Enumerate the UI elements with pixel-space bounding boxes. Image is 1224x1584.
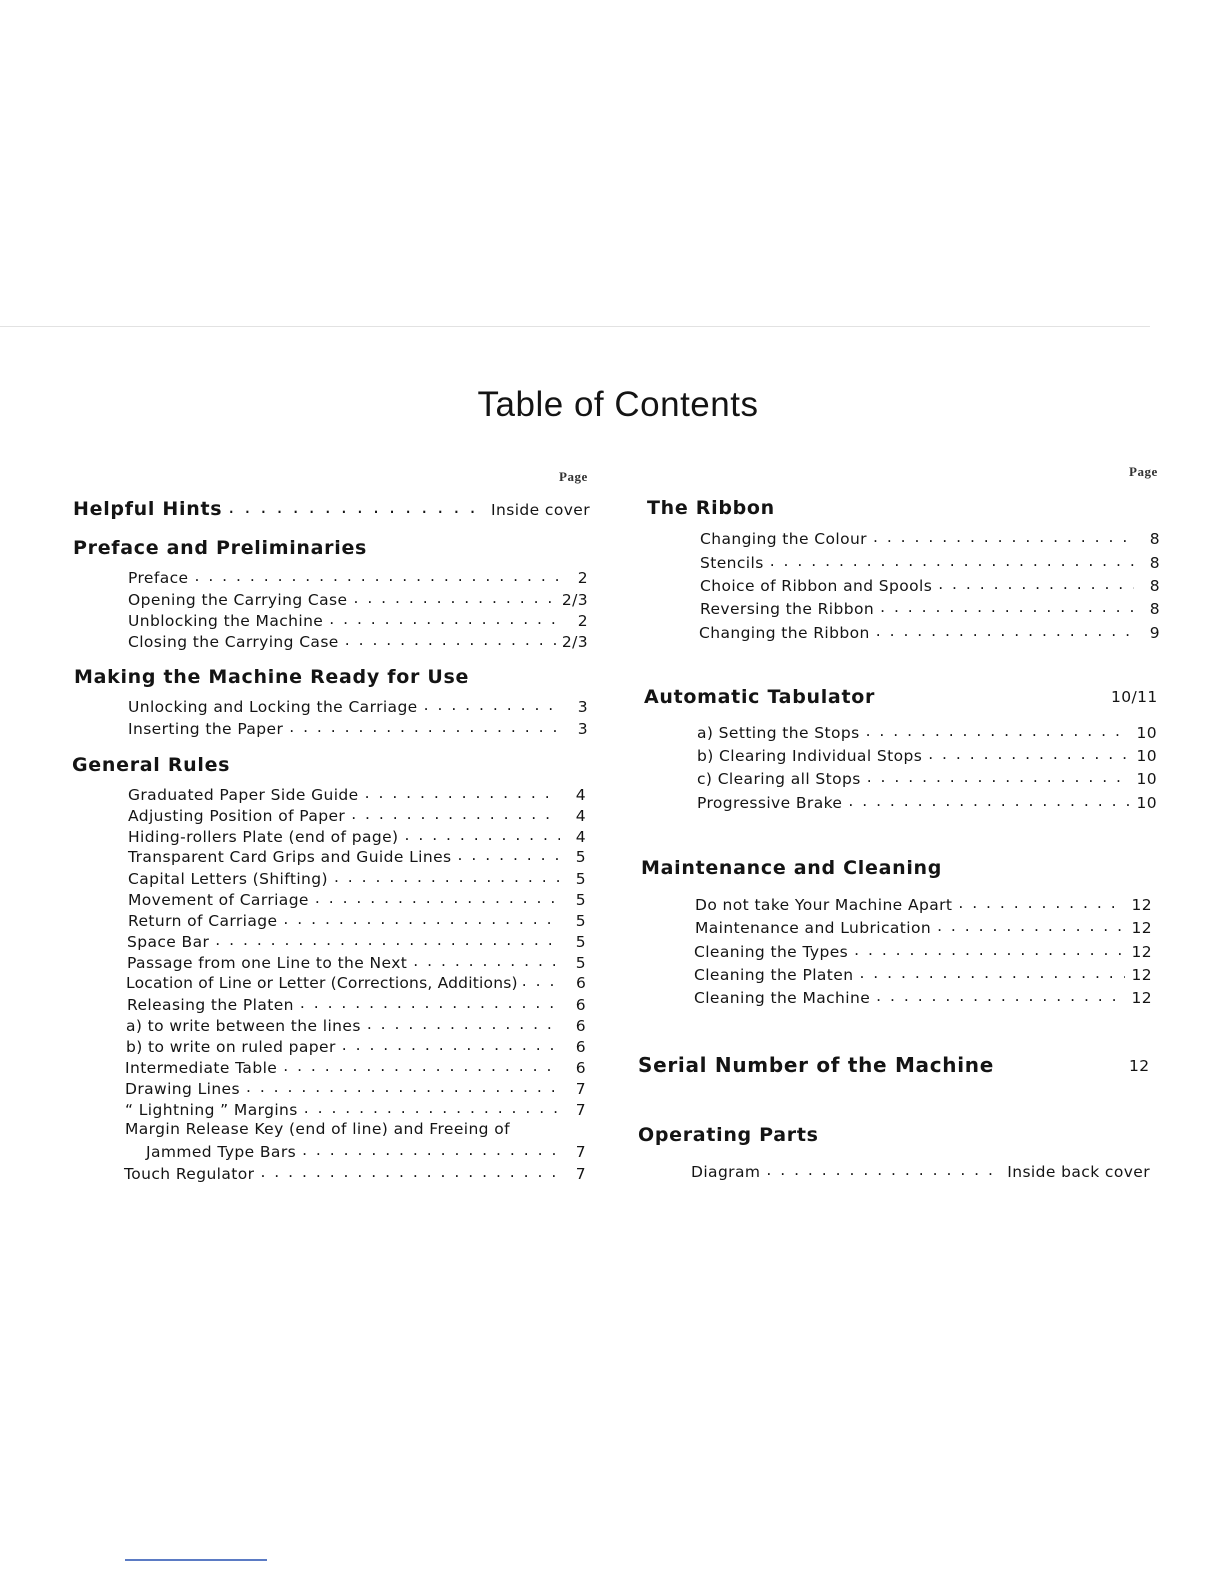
- toc-entry[interactable]: [697, 745, 1157, 765]
- toc-entry-page: Inside back cover: [1007, 1162, 1150, 1181]
- dot-leader: [260, 1163, 560, 1179]
- toc-entry-page: 3: [577, 697, 588, 716]
- dot-leader: [876, 987, 1125, 1003]
- dot-leader: [283, 910, 560, 926]
- toc-entry-label: Reversing the Ribbon: [700, 599, 875, 618]
- dot-leader: [413, 952, 560, 968]
- toc-entry[interactable]: [700, 598, 1160, 618]
- toc-entry-label: Cleaning the Machine: [694, 988, 871, 1007]
- toc-entry-page: 7: [575, 1142, 586, 1161]
- toc-entry-label: Inserting the Paper: [128, 719, 284, 738]
- toc-entry-label: Preface: [128, 568, 189, 587]
- dot-leader: [215, 931, 560, 947]
- toc-entry-label: b) Clearing Individual Stops: [697, 746, 923, 765]
- toc-entry-label: b) to write on ruled paper: [126, 1037, 336, 1056]
- toc-entry[interactable]: [694, 941, 1152, 961]
- toc-entry-label: Helpful Hints: [73, 498, 223, 520]
- toc-entry-page: 6: [575, 973, 586, 992]
- toc-entry-label: Diagram: [691, 1162, 761, 1181]
- dot-leader: [522, 972, 562, 988]
- toc-entry[interactable]: [146, 1141, 586, 1161]
- dot-leader: [873, 528, 1134, 544]
- toc-entry[interactable]: [125, 1057, 586, 1077]
- toc-entry-page: 4: [575, 785, 586, 804]
- toc-entry-page: 7: [575, 1100, 586, 1119]
- dot-leader: [246, 1078, 560, 1094]
- section-heading-maintenance: Maintenance and Cleaning: [641, 857, 943, 879]
- dot-leader: [958, 894, 1125, 910]
- dot-leader: [424, 696, 562, 712]
- toc-entry[interactable]: [127, 931, 586, 951]
- dot-leader: [315, 889, 560, 905]
- toc-entry-label: “ Lightning ” Margins: [125, 1100, 298, 1119]
- toc-entry-page: 8: [1149, 529, 1160, 548]
- toc-entry[interactable]: [128, 696, 588, 716]
- toc-entry-page: 10: [1136, 769, 1157, 788]
- toc-entry[interactable]: [128, 784, 586, 804]
- toc-entry-page: 6: [575, 1037, 586, 1056]
- toc-entry-page: 8: [1149, 599, 1160, 618]
- toc-entry[interactable]: [694, 987, 1152, 1007]
- dot-leader: [304, 1099, 560, 1115]
- toc-entry-page: 12: [1131, 942, 1152, 961]
- dot-leader: [367, 1015, 560, 1031]
- toc-entry-page: 2/3: [561, 632, 588, 651]
- toc-entry-page: 2: [577, 611, 588, 630]
- toc-entry-label: Jammed Type Bars: [146, 1142, 297, 1161]
- dot-leader: [342, 1036, 560, 1052]
- toc-entry[interactable]: [697, 792, 1157, 812]
- section-heading-serial: Serial Number of the Machine: [638, 1053, 995, 1077]
- section-heading-tabulator: Automatic Tabulator: [644, 686, 876, 708]
- page-title: Table of Contents: [477, 385, 759, 425]
- bottom-rule: [125, 1559, 267, 1561]
- toc-entry-label: Touch Regulator: [124, 1164, 255, 1183]
- toc-entry-label: Capital Letters (Shifting): [128, 869, 328, 888]
- toc-entry-page: 6: [575, 1016, 586, 1035]
- toc-entry-label: Cleaning the Platen: [694, 965, 854, 984]
- dot-leader: [302, 1141, 560, 1157]
- toc-entry-label: Closing the Carrying Case: [128, 632, 339, 651]
- toc-entry-page: 5: [575, 911, 586, 930]
- dot-leader: [334, 868, 560, 884]
- toc-entry-label: Unlocking and Locking the Carriage: [128, 697, 418, 716]
- dot-leader: [867, 768, 1131, 784]
- page-column-header-right: Page: [1129, 464, 1158, 479]
- toc-entry[interactable]: [127, 994, 586, 1014]
- toc-entry[interactable]: [697, 768, 1157, 788]
- toc-entry-page: 10: [1136, 723, 1157, 742]
- toc-entry[interactable]: [127, 952, 586, 972]
- section-page-serial: 12: [1129, 1057, 1150, 1075]
- toc-entry[interactable]: [126, 1015, 586, 1035]
- dot-leader: [848, 792, 1130, 808]
- toc-entry-page: 5: [575, 847, 586, 866]
- toc-entry[interactable]: [700, 528, 1160, 548]
- dot-leader: [345, 631, 556, 647]
- toc-entry[interactable]: [128, 631, 588, 651]
- toc-entry[interactable]: [125, 1078, 586, 1098]
- dot-leader: [228, 496, 485, 515]
- toc-entry-page: 8: [1149, 553, 1160, 572]
- toc-entry-page: 5: [575, 890, 586, 909]
- toc-entry-page: 10: [1136, 793, 1157, 812]
- toc-entry[interactable]: [695, 917, 1152, 937]
- toc-entry-label: Drawing Lines: [125, 1079, 240, 1098]
- toc-entry[interactable]: [128, 567, 588, 587]
- toc-entry[interactable]: [128, 910, 586, 930]
- toc-entry-page: 2: [577, 568, 588, 587]
- section-heading-general-rules: General Rules: [72, 754, 231, 776]
- section-page-tabulator: 10/11: [1111, 688, 1158, 706]
- toc-entry-label: Progressive Brake: [697, 793, 843, 812]
- dot-leader: [937, 917, 1125, 933]
- toc-entry[interactable]: [695, 894, 1152, 914]
- dot-leader: [866, 722, 1131, 738]
- toc-entry-page: 6: [575, 995, 586, 1014]
- toc-entry-page: 6: [575, 1058, 586, 1077]
- toc-entry-label: Cleaning the Types: [694, 942, 849, 961]
- dot-leader: [329, 610, 562, 626]
- toc-entry-page: Inside cover: [491, 501, 590, 519]
- toc-entry-label[interactable]: Margin Release Key (end of line) and Freeing of: [125, 1120, 510, 1138]
- dot-leader: [938, 575, 1134, 591]
- toc-entry-label: Changing the Colour: [700, 529, 867, 548]
- toc-entry-label: Passage from one Line to the Next: [127, 953, 408, 972]
- toc-entry[interactable]: [128, 826, 586, 846]
- toc-entry-page: 7: [575, 1164, 586, 1183]
- dot-leader: [766, 1161, 1001, 1177]
- toc-entry[interactable]: [128, 718, 588, 738]
- dot-leader: [859, 964, 1125, 980]
- dot-leader: [854, 941, 1125, 957]
- toc-entry[interactable]: [128, 889, 586, 909]
- toc-entry-label: Adjusting Position of Paper: [128, 806, 346, 825]
- toc-entry-label: Stencils: [700, 553, 764, 572]
- dot-leader: [365, 784, 560, 800]
- section-heading-preface: Preface and Preliminaries: [73, 537, 368, 559]
- dot-leader: [880, 598, 1134, 614]
- toc-entry-label: a) Setting the Stops: [697, 723, 860, 742]
- page-column-header-left: Page: [559, 469, 588, 484]
- toc-entry-label: a) to write between the lines: [126, 1016, 361, 1035]
- toc-entry-label: Space Bar: [127, 932, 210, 951]
- toc-entry-page: 4: [575, 827, 586, 846]
- toc-entry-label: Choice of Ribbon and Spools: [700, 576, 933, 595]
- toc-entry-label: Hiding-rollers Plate (end of page): [128, 827, 399, 846]
- toc-entry-helpful-hints[interactable]: [73, 496, 590, 520]
- toc-entry-label: Transparent Card Grips and Guide Lines: [128, 847, 452, 866]
- toc-entry-label: Changing the Ribbon: [699, 623, 870, 642]
- dot-leader: [876, 622, 1134, 638]
- toc-entry-page: 12: [1131, 895, 1152, 914]
- toc-entry[interactable]: [124, 1163, 586, 1183]
- toc-entry-page: 3: [577, 719, 588, 738]
- toc-entry-page: 12: [1131, 988, 1152, 1007]
- toc-entry-label: Opening the Carrying Case: [128, 590, 348, 609]
- dot-leader: [770, 552, 1134, 568]
- section-heading-ribbon: The Ribbon: [647, 497, 775, 519]
- dot-leader: [351, 805, 560, 821]
- toc-entry-page: 12: [1131, 965, 1152, 984]
- toc-entry[interactable]: [126, 1036, 586, 1056]
- toc-entry-page: 10: [1136, 746, 1157, 765]
- toc-entry-label: Releasing the Platen: [127, 995, 294, 1014]
- toc-entry-label: Location of Line or Letter (Corrections, Additions): [126, 973, 518, 992]
- toc-entry[interactable]: [697, 722, 1157, 742]
- toc-entry-page: 9: [1149, 623, 1160, 642]
- toc-entry-label: Unblocking the Machine: [128, 611, 324, 630]
- toc-entry[interactable]: [699, 622, 1160, 642]
- dot-leader: [300, 994, 560, 1010]
- toc-entry-label: Intermediate Table: [125, 1058, 278, 1077]
- toc-entry[interactable]: [128, 805, 586, 825]
- dot-leader: [928, 745, 1130, 761]
- toc-entry-page: 2/3: [561, 590, 588, 609]
- section-heading-making-ready: Making the Machine Ready for Use: [74, 666, 470, 688]
- toc-entry[interactable]: [128, 868, 586, 888]
- toc-entry-page: 5: [575, 953, 586, 972]
- top-rule: [0, 326, 1150, 327]
- toc-entry-page: 5: [575, 932, 586, 951]
- toc-entry[interactable]: [691, 1161, 1150, 1181]
- toc-entry-page: 4: [575, 806, 586, 825]
- toc-entry[interactable]: [128, 589, 588, 609]
- toc-entry-label: Maintenance and Lubrication: [695, 918, 932, 937]
- toc-entry[interactable]: [700, 575, 1160, 595]
- toc-entry[interactable]: [128, 610, 588, 630]
- toc-entry[interactable]: [128, 846, 586, 866]
- toc-entry-page: 12: [1131, 918, 1152, 937]
- toc-entry[interactable]: [126, 972, 586, 992]
- toc-entry[interactable]: [700, 552, 1160, 572]
- dot-leader: [289, 718, 562, 734]
- dot-leader: [353, 589, 555, 605]
- toc-entry-page: 7: [575, 1079, 586, 1098]
- toc-entry-label: Movement of Carriage: [128, 890, 309, 909]
- toc-entry-page: 5: [575, 869, 586, 888]
- toc-entry-label: Do not take Your Machine Apart: [695, 895, 953, 914]
- toc-entry-label: c) Clearing all Stops: [697, 769, 861, 788]
- dot-leader: [458, 846, 560, 862]
- toc-entry[interactable]: [694, 964, 1152, 984]
- toc-entry-page: 8: [1149, 576, 1160, 595]
- section-heading-operating: Operating Parts: [638, 1124, 819, 1146]
- toc-entry-label: Graduated Paper Side Guide: [128, 785, 359, 804]
- dot-leader: [405, 826, 561, 842]
- toc-entry[interactable]: [125, 1099, 586, 1119]
- toc-entry-label: Return of Carriage: [128, 911, 278, 930]
- dot-leader: [283, 1057, 560, 1073]
- dot-leader: [194, 567, 562, 583]
